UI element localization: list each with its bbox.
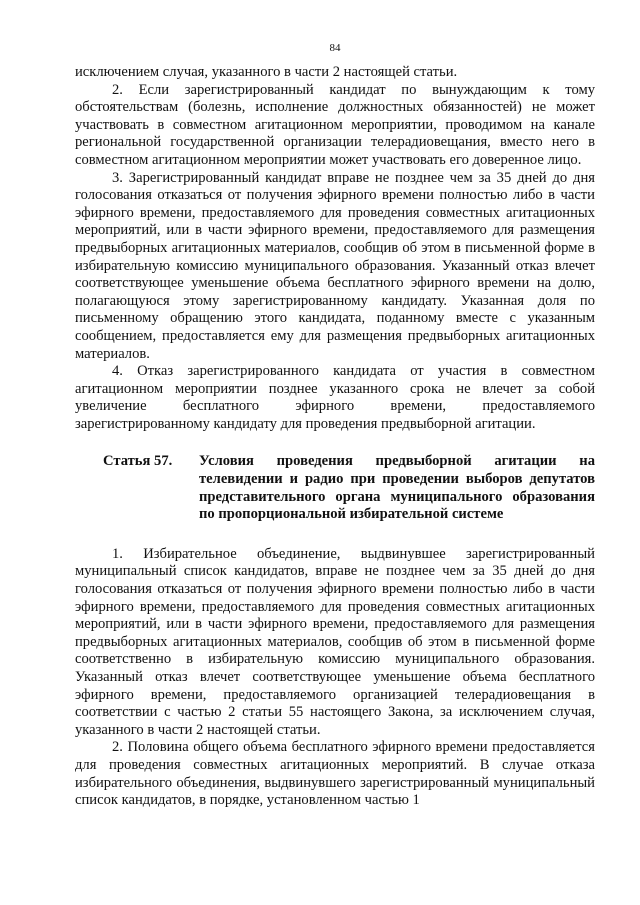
paragraph-item-4: 4. Отказ зарегистрированного кандидата от участия в совместном агитационном мероприятии позднее указанного срока не влечет за собой увеличение бесплатного эфирного времени, предоставляемого зарегистрированному кандидату для проведения предвыборной агитации. xyxy=(75,363,595,432)
paragraph-continuation: исключением случая, указанного в части 2 настоящей статьи. xyxy=(75,64,458,80)
article-paragraph-1: 1. Избирательное объединение, выдвинувшее зарегистрированный муниципальный список кандидатов, вправе не позднее чем за 35 дней до дня голосования отказаться от получения эфирного времени полностью либо в части эфирного времени, предоставляемого для проведения совместных агитационных мероприятий, или в части эфирного времени, предоставляемого для размещения предвыборных агитационных материалов, сообщив об этом в письменной форме соответственно в избирательную комиссию муниципального образования. Указанный отказ влечет соответствующее уменьшение объема бесплатного эфирного времени, предоставляемого организацией телерадиовещания в соответствии с частью 2 статьи 55 настоящего Закона, за исключением случая, указанного в части 2 настоящей статьи. xyxy=(75,545,595,738)
article-heading xyxy=(103,453,595,523)
document-body xyxy=(75,64,595,810)
page-number: 84 xyxy=(329,42,341,54)
paragraph-item-3: 3. Зарегистрированный кандидат вправе не позднее чем за 35 дней до дня голосования отказаться от получения эфирного времени полностью либо в части эфирного времени, предоставляемого для проведения совместных агитационных мероприятий, или в части эфирного времени, предоставляемого для размещения предвыборных агитационных материалов, сообщив об этом в письменной форме в избирательную комиссию муниципального образования. Указанный отказ влечет соответствующее уменьшение объема бесплатного эфирного времени на долю, полагающуюся этому зарегистрированному кандидату. Указанная доля по письменному обращению этого кандидата, поданному вместе с указанным сообщением, предоставляется ему для размещения предвыборных агитационных материалов. xyxy=(75,169,595,362)
article-paragraph-2: 2. Половина общего объема бесплатного эфирного времени предоставляется для проведения совместных агитационных мероприятий. В случае отказа избирательного объединения, выдвинувшего зарегистрированный муниципальный список кандидатов, в порядке, установленном частью 1 xyxy=(75,739,595,809)
article-number: Статья 57. xyxy=(103,453,173,470)
article-title: Условия проведения предвыборной агитации на телевидении и радио при проведении выборов депутатов представительного органа муниципального образования по пропорциональной избирательной системе xyxy=(199,453,595,523)
paragraph-item-2: 2. Если зарегистрированный кандидат по вынуждающим к тому обстоятельствам (болезнь, исполнение должностных обязанностей) не может участвовать в совместном агитационном мероприятии, проводимом на канале региональной государственной организации телерадиовещания, вместо него в совместном агитационном мероприятии может участвовать его доверенное лицо. xyxy=(75,81,595,168)
